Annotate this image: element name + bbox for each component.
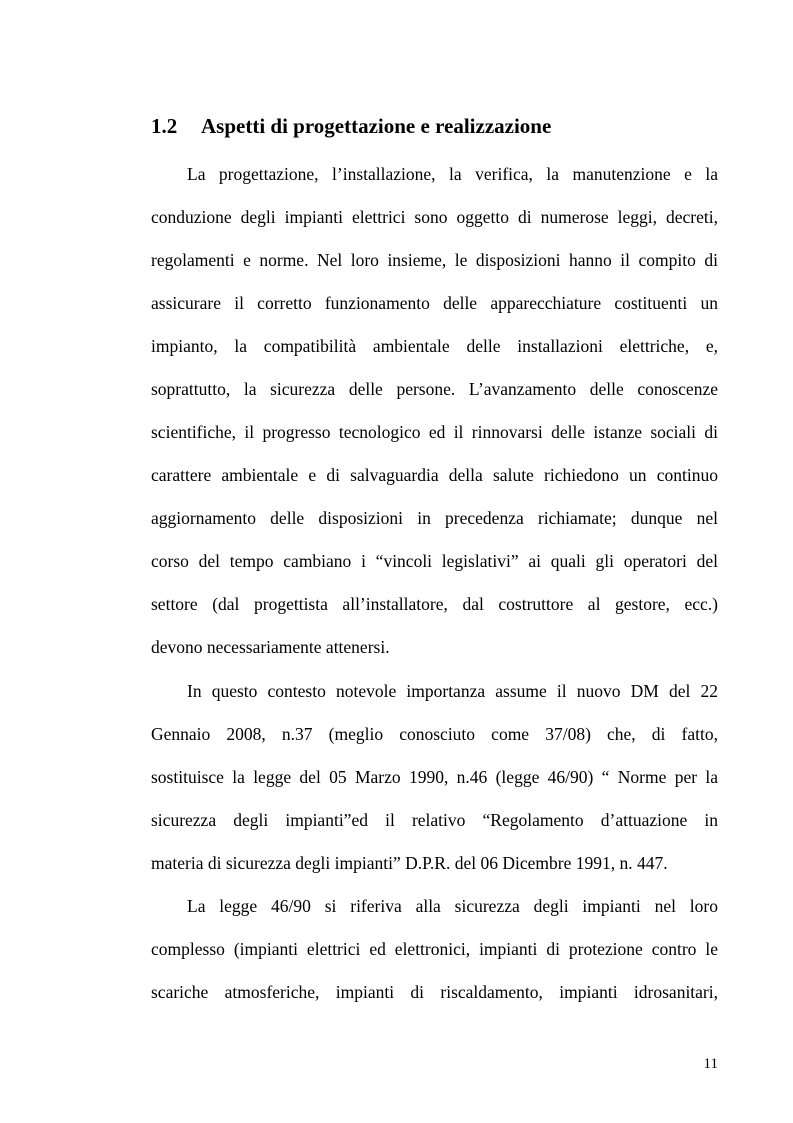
paragraph-line: devono necessariamente attenersi. [151,637,390,657]
paragraph-line: corso del tempo cambiano i “vincoli legislativi” ai quali gli operatori del [151,551,718,571]
paragraph-line: settore (dal progettista all’installatore, dal costruttore al gestore, ecc.) [151,594,718,614]
paragraph-line: soprattutto, la sicurezza delle persone. L’avanzamento delle conoscenze [151,379,718,399]
paragraph-line: aggiornamento delle disposizioni in precedenza richiamate; dunque nel [151,508,718,528]
section-heading [151,114,721,139]
paragraph-line: In questo contesto notevole importanza assume il nuovo DM del 22 [187,681,718,701]
paragraph-line: sicurezza degli impianti”ed il relativo “Regolamento d’attuazione in [151,810,718,830]
paragraph-line: regolamenti e norme. Nel loro insieme, le disposizioni hanno il compito di [151,250,718,270]
paragraph-line: conduzione degli impianti elettrici sono oggetto di numerose leggi, decreti, [151,207,718,227]
paragraph-line: La legge 46/90 si riferiva alla sicurezza degli impianti nel loro [187,896,718,916]
paragraph-line: sostituisce la legge del 05 Marzo 1990, n.46 (legge 46/90) “ Norme per la [151,767,718,787]
paragraph-line: complesso (impianti elettrici ed elettronici, impianti di protezione contro le [151,939,718,959]
paragraph-line: scientifiche, il progresso tecnologico ed il rinnovarsi delle istanze sociali di [151,422,718,442]
paragraph-line: assicurare il corretto funzionamento delle apparecchiature costituenti un [151,293,718,313]
paragraph-line: Gennaio 2008, n.37 (meglio conosciuto come 37/08) che, di fatto, [151,724,718,744]
page-number: 11 [703,1056,718,1072]
paragraph-line: La progettazione, l’installazione, la verifica, la manutenzione e la [187,164,718,184]
paragraph-line: materia di sicurezza degli impianti” D.P.R. del 06 Dicembre 1991, n. 447. [151,853,668,873]
section-title: Aspetti di progettazione e realizzazione [201,114,552,138]
paragraph-line: impianto, la compatibilità ambientale delle installazioni elettriche, e, [151,336,718,356]
paragraph-line: carattere ambientale e di salvaguardia della salute richiedono un continuo [151,465,718,485]
paragraph-line: scariche atmosferiche, impianti di riscaldamento, impianti idrosanitari, [151,982,718,1002]
section-number: 1.2 [151,114,178,138]
